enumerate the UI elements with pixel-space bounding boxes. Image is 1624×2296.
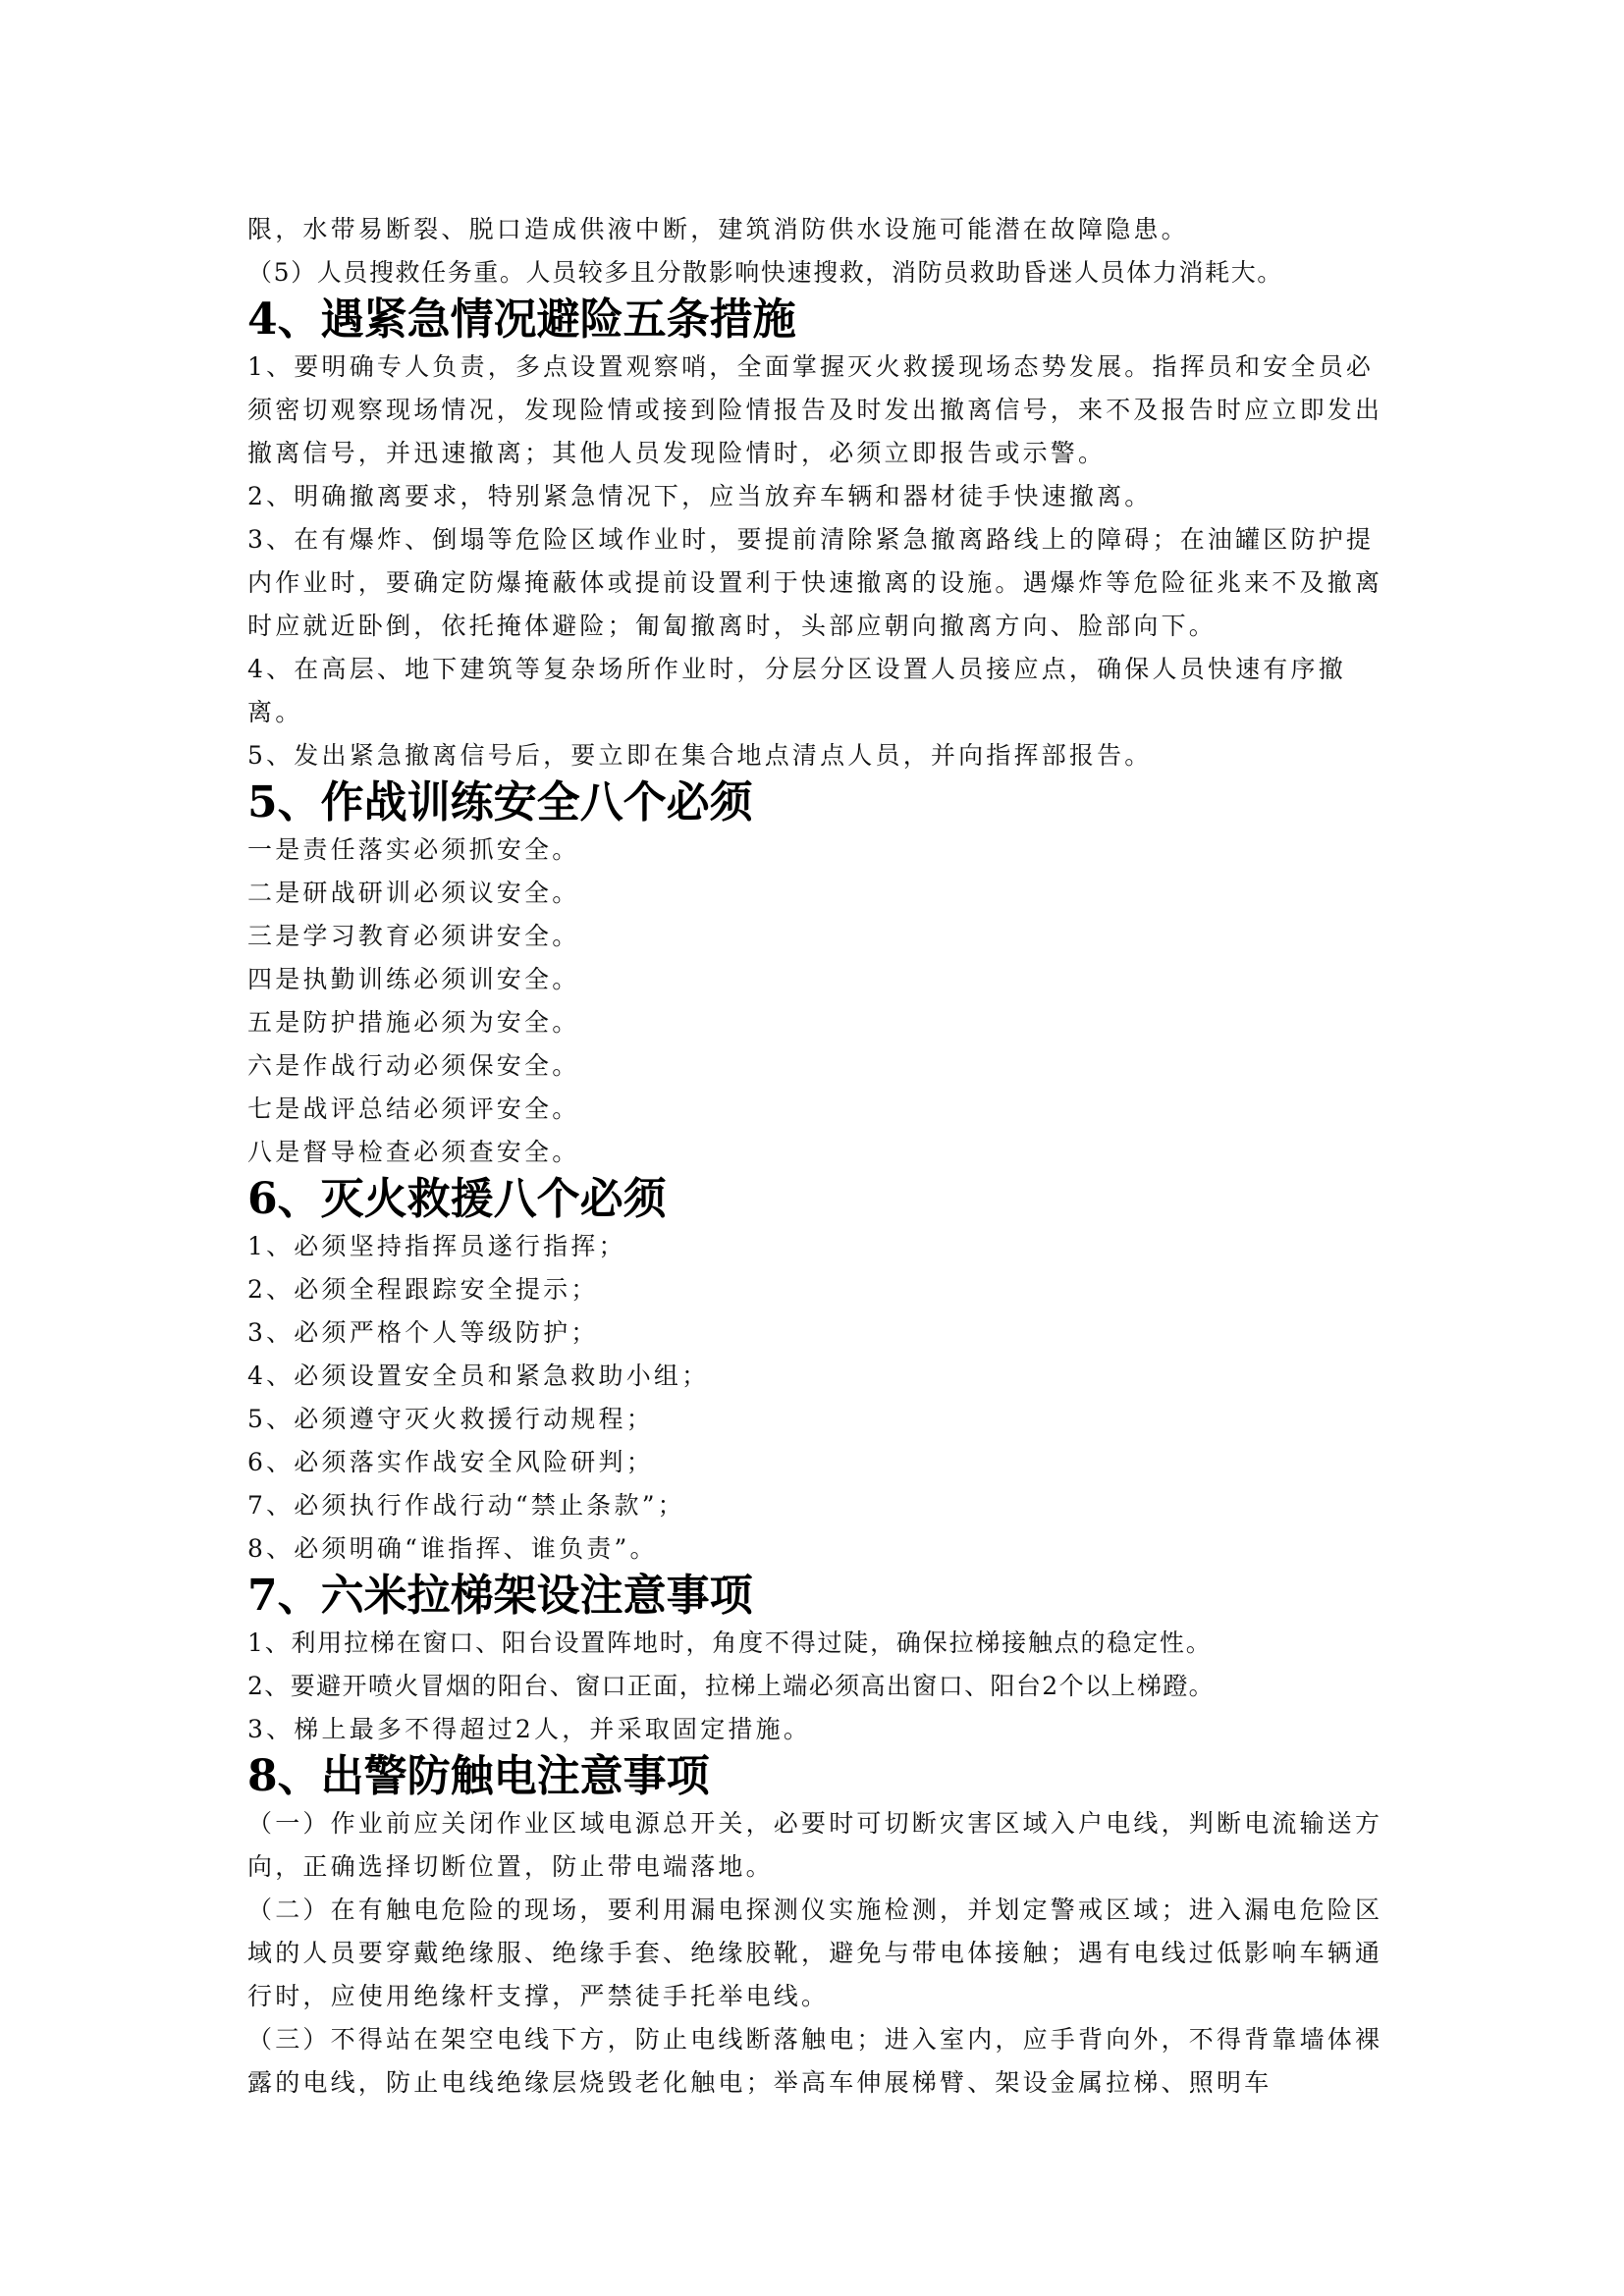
section-5-item: 四是执勤训练必须训安全。 — [247, 965, 580, 993]
section-6-item: 3、必须严格个人等级防护； — [247, 1318, 599, 1347]
section-5-item: 一是责任落实必须抓安全。 — [247, 835, 580, 864]
section-6-item: 2、必须全程跟踪安全提示； — [247, 1275, 599, 1304]
section-8-item: （二）在有触电危险的现场，要利用漏电探测仪实施检测，并划定警戒区域；进入漏电危险区域的人员要穿戴绝缘服、绝缘手套、绝缘胶靴，避免与带电体接触；遇有电线过低影响车辆通行时，应使用绝缘杆支撑，严禁徒手托举电线。 — [247, 1896, 1383, 2010]
section-6-item: 4、必须设置安全员和紧急救助小组； — [247, 1362, 710, 1390]
section-5-item: 八是督导检查必须查安全。 — [247, 1138, 580, 1166]
section-8-item: （一）作业前应关闭作业区域电源总开关，必要时可切断灾害区域入户电线，判断电流输送方向，正确选择切断位置，防止带电端落地。 — [247, 1809, 1383, 1881]
section-5-item: 五是防护措施必须为安全。 — [247, 1008, 580, 1037]
section-6-title: 6、灭火救援八个必须 — [247, 1174, 667, 1224]
section-8-item: （三）不得站在架空电线下方，防止电线断落触电；进入室内，应手背向外，不得背靠墙体裸露的电线，防止电线绝缘层烧毁老化触电；举高车伸展梯臂、架设金属拉梯、照明车 — [247, 2025, 1383, 2097]
section-7-item: 1、利用拉梯在窗口、阳台设置阵地时，角度不得过陡，确保拉梯接触点的稳定性。 — [247, 1629, 1213, 1657]
section-4-item: 4、在高层、地下建筑等复杂场所作业时，分层分区设置人员接应点，确保人员快速有序撤离。 — [247, 655, 1346, 726]
section-8-title: 8、出警防触电注意事项 — [247, 1751, 710, 1801]
document-page — [247, 208, 1388, 2105]
section-5-item: 二是研战研训必须议安全。 — [247, 879, 580, 907]
top-paragraph-line: （5）人员搜救任务重。人员较多且分散影响快速搜救，消防员救助昏迷人员体力消耗大。 — [247, 258, 1283, 287]
section-5-item: 七是战评总结必须评安全。 — [247, 1095, 580, 1123]
section-6-item: 1、必须坚持指挥员遂行指挥； — [247, 1232, 626, 1260]
top-paragraph-line: 限，水带易断裂、脱口造成供液中断，建筑消防供水设施可能潜在故障隐患。 — [247, 215, 1189, 243]
section-4-item: 2、明确撤离要求，特别紧急情况下，应当放弃车辆和器材徒手快速撤离。 — [247, 482, 1153, 510]
section-5-title: 5、作战训练安全八个必须 — [247, 777, 753, 828]
section-4-item: 5、发出紧急撤离信号后，要立即在集合地点清点人员，并向指挥部报告。 — [247, 741, 1153, 770]
section-6-item: 7、必须执行作战行动“禁止条款”； — [247, 1491, 685, 1520]
section-6-item: 5、必须遵守灭火救援行动规程； — [247, 1405, 654, 1433]
section-7-title: 7、六米拉梯架设注意事项 — [247, 1571, 753, 1621]
section-4-item: 3、在有爆炸、倒塌等危险区域作业时，要提前清除紧急撤离路线上的障碍；在油罐区防护提内作业时，要确定防爆掩蔽体或提前设置利于快速撤离的设施。遇爆炸等危险征兆来不及撤离时应就近卧倒，依托掩体避险；匍匐撤离时，头部应朝向撤离方向、脸部向下。 — [247, 525, 1383, 640]
section-6-item: 6、必须落实作战安全风险研判； — [247, 1448, 654, 1476]
section-6-item: 8、必须明确“谁指挥、谁负责”。 — [247, 1534, 658, 1563]
section-4-item: 1、要明确专人负责，多点设置观察哨，全面掌握灭火救援现场态势发展。指挥员和安全员必须密切观察现场情况，发现险情或接到险情报告及时发出撤离信号，来不及报告时应立即发出撤离信号，并迅速撤离；其他人员发现险情时，必须立即报告或示警。 — [247, 352, 1383, 467]
section-7-item: 3、梯上最多不得超过2人，并采取固定措施。 — [247, 1715, 812, 1743]
section-7-item: 2、要避开喷火冒烟的阳台、窗口正面，拉梯上端必须高出窗口、阳台2个以上梯蹬。 — [247, 1672, 1216, 1700]
section-4-title: 4、遇紧急情况避险五条措施 — [247, 294, 796, 345]
section-5-item: 三是学习教育必须讲安全。 — [247, 922, 580, 950]
section-5-item: 六是作战行动必须保安全。 — [247, 1051, 580, 1080]
